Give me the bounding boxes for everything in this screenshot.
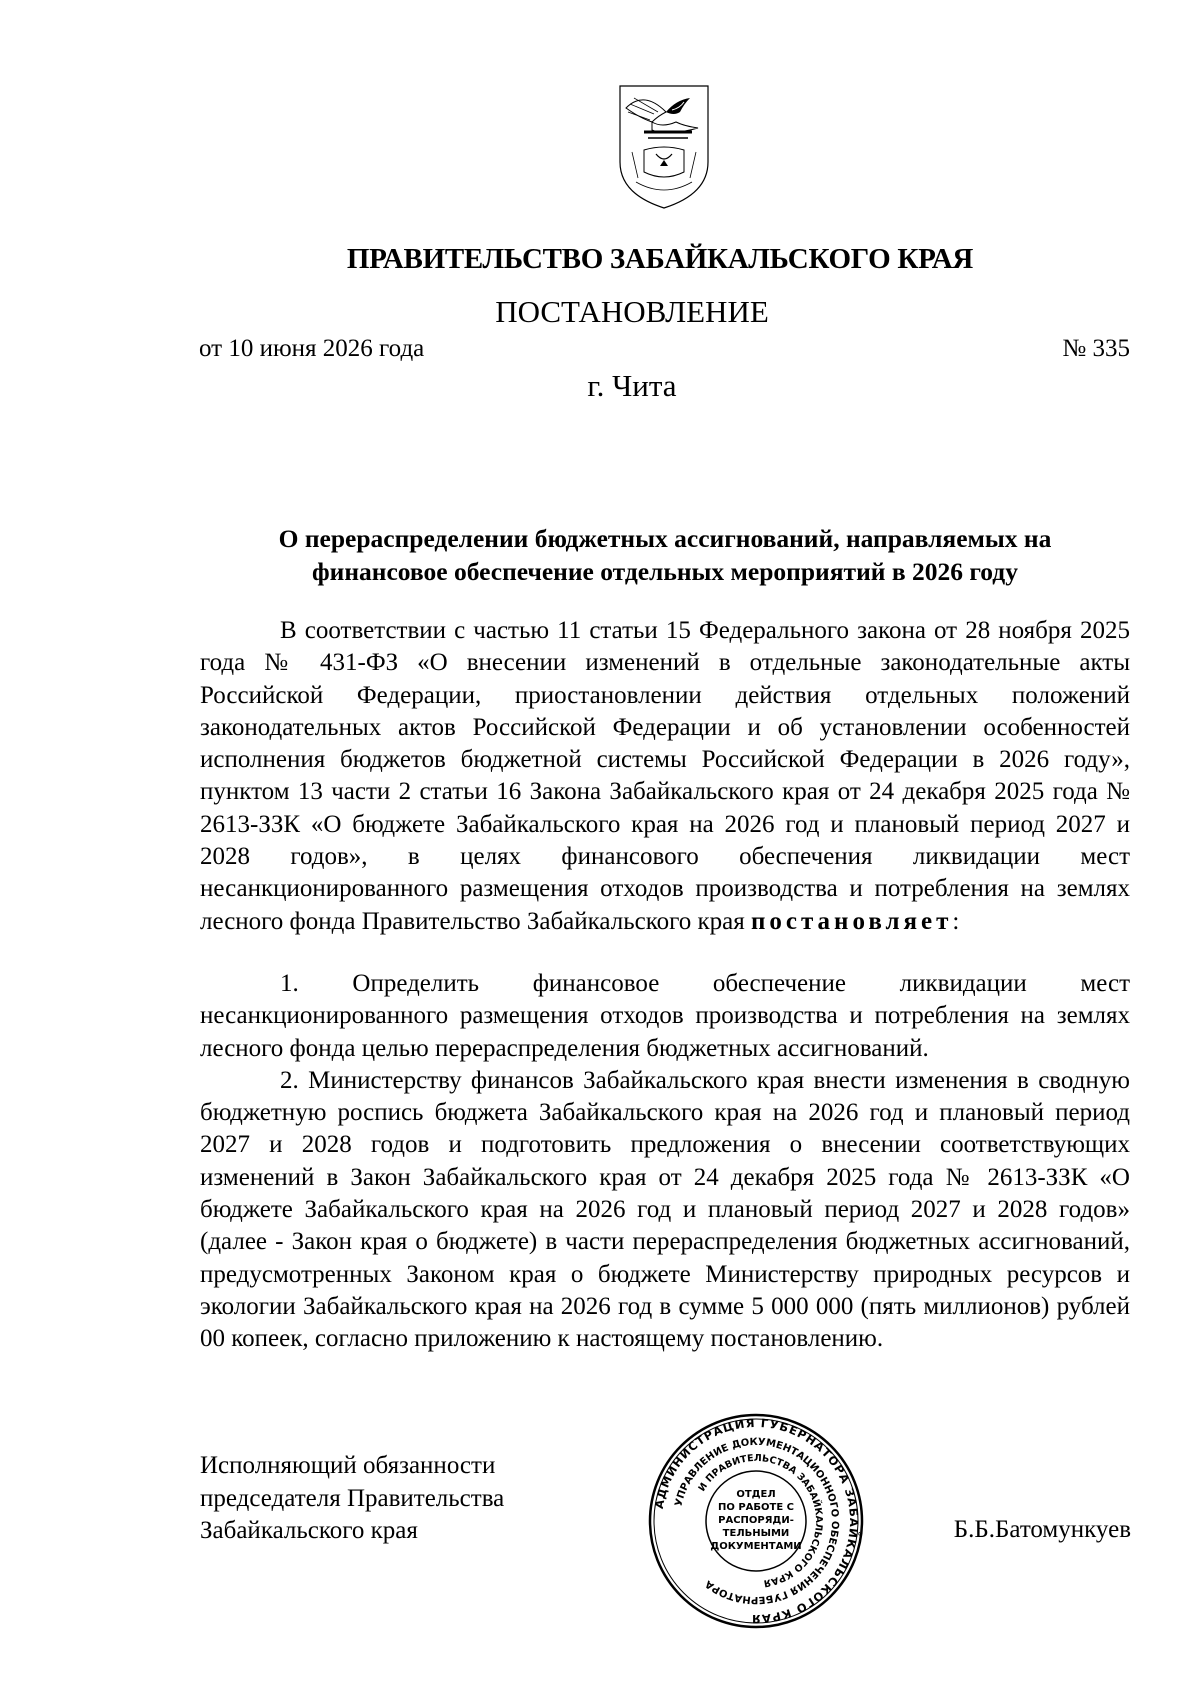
- document-body: [200, 615, 1130, 1356]
- decree-colon: :: [952, 907, 960, 935]
- preamble-paragraph: [200, 615, 1130, 938]
- stamp-middle-text: УПРАВЛЕНИЕ ДОКУМЕНТАЦИОННОГО ОБЕСПЕЧЕНИЯ ГУБЕРНАТОРА: [673, 1436, 841, 1606]
- document-date: от 10 июня 2026 года: [199, 335, 425, 362]
- document-number: № 335: [1062, 335, 1130, 362]
- subject-line-1: О перераспределении бюджетных ассигнований, направляемых на: [278, 524, 1052, 553]
- document-subject: [200, 522, 1130, 588]
- subject-line-2: финансовое обеспечение отдельных мероприятий в 2026 году: [312, 557, 1018, 586]
- stamp-inner-text: И ПРАВИТЕЛЬСТВА ЗАБАЙКАЛЬСКОГО КРАЯ: [696, 1452, 825, 1589]
- signatory-title: [200, 1450, 504, 1548]
- stamp-center-line-2: ПО РАБОТЕ С: [717, 1502, 795, 1513]
- preamble-text: В соответствии с частью 11 статьи 15 Федерального закона от 28 ноября 2025 года № 431-ФЗ «О внесении изменений в отдельные законодательные акты Российской Федерации, приостановлении действия отдельных положений законодательных актов Российской Федерации и об установлении особенностей исполнения бюджетов бюджетной системы Российской Федерации в 2026 году», пунктом 13 части 2 статьи 16 Закона Забайкальского края от 24 декабря 2025 года № 2613-ЗЗК «О бюджете Забайкальского края на 2026 год и плановый период 2027 и 2028 годов», в целях финансового обеспечения ликвидации мест несанкционированного размещения отходов производства и потребления на землях лесного фонда Правительство Забайкальского края: [200, 617, 1130, 935]
- stamp-outer-text: АДМИНИСТРАЦИЯ ГУБЕРНАТОРА ЗАБАЙКАЛЬСКОГО КРАЯ: [651, 1415, 862, 1627]
- stamp-center-line-3: РАСПОРЯДИ-: [718, 1515, 794, 1526]
- signatory-title-line-2: председателя Правительства: [200, 1484, 505, 1512]
- decree-word: постановляет: [750, 907, 953, 935]
- coat-of-arms-emblem: [614, 82, 714, 212]
- stamp-center-line-1: ОТДЕЛ: [736, 1489, 776, 1500]
- official-stamp: [646, 1411, 866, 1631]
- signatory-title-line-3: Забайкальского края: [200, 1517, 418, 1544]
- document-type: ПОСТАНОВЛЕНИЕ: [495, 294, 769, 329]
- signatory-name: Б.Б.Батомункуев: [953, 1516, 1131, 1543]
- item-2-paragraph: 2. Министерству финансов Забайкальского края внести изменения в сводную бюджетную роспись бюджета Забайкальского края на 2026 год и плановый период 2027 и 2028 годов и подготовить предложения о внесении соответствующих изменений в Закон Забайкальского края от 24 декабря 2025 года № 2613-ЗЗК «О бюджете Забайкальского края на 2026 год и плановый период 2027 и 2028 годов» (далее - Закон края о бюджете) в части перераспределения бюджетных ассигнований, предусмотренных Законом края о бюджете Министерству природных ресурсов и экологии Забайкальского края на 2026 год в сумме 5 000 000 (пять миллионов) рублей 00 копеек, согласно приложению к настоящему постановлению.: [200, 1066, 1130, 1353]
- organization-title: ПРАВИТЕЛЬСТВО ЗАБАЙКАЛЬСКОГО КРАЯ: [346, 243, 974, 275]
- stamp-center-line-4: ТЕЛЬНЫМИ: [722, 1528, 790, 1539]
- stamp-center-line-5: ДОКУМЕНТАМИ: [710, 1541, 802, 1552]
- item-1-paragraph: 1. Определить финансовое обеспечение ликвидации мест несанкционированного размещения отходов производства и потребления на землях лесного фонда целью перераспределения бюджетных ассигнований.: [200, 969, 1130, 1062]
- document-city: г. Чита: [587, 368, 677, 403]
- signatory-title-line-1: Исполняющий обязанности: [200, 1452, 496, 1479]
